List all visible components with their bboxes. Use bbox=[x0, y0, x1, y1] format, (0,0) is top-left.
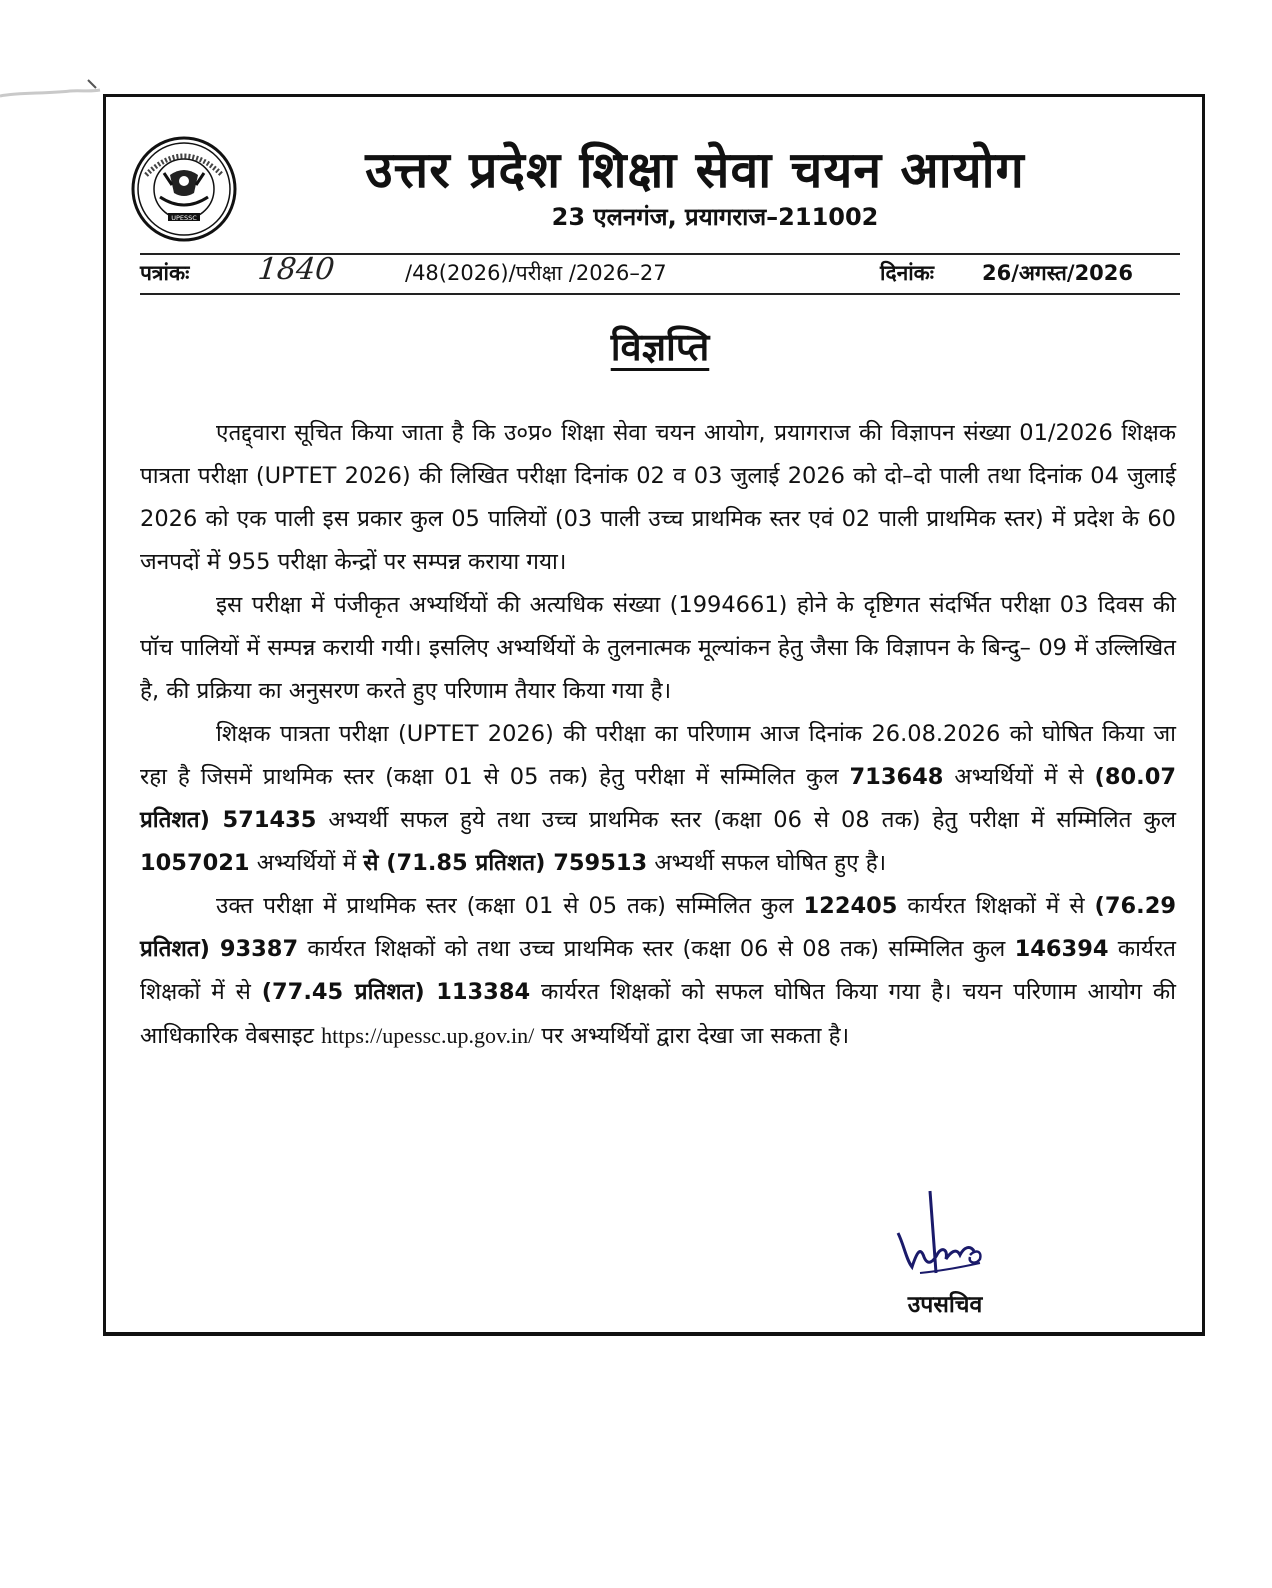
p4-text-3: कार्यरत शिक्षकों को तथा उच्च प्राथमिक स्तर (कक्षा 06 से 08 तक) सम्मिलित कुल bbox=[298, 936, 1015, 962]
date-label: दिनांकः bbox=[880, 261, 935, 285]
p4-text-5: कार्यरत शिक्षकों को सफल घोषित किया गया है। चयन परिणाम आयोग की आधिकारिक वेबसाइट bbox=[140, 979, 1176, 1049]
p3-text-5: अभ्यर्थी सफल घोषित हुए है। bbox=[647, 850, 887, 876]
p4-text-4: कार्यरत शिक्षकों में से bbox=[140, 936, 1176, 1005]
p3-text-2: अभ्यर्थियों में से bbox=[943, 764, 1095, 790]
organization-name: उत्तर प्रदेश शिक्षा सेवा चयन आयोग bbox=[365, 141, 1025, 199]
date-value: 26/अगस्त/2026 bbox=[982, 261, 1134, 285]
p3-primary-total: 713648 bbox=[849, 764, 944, 790]
p4-text-1: उक्त परीक्षा में प्राथमिक स्तर (कक्षा 01 से 05 तक) सम्मिलित कुल bbox=[216, 893, 804, 919]
header-rule-bottom bbox=[140, 293, 1180, 295]
p3-upper-passed: से (71.85 प्रतिशत) 759513 bbox=[363, 850, 648, 876]
notice-title: विज्ञप्ति bbox=[610, 325, 710, 369]
p4-primary-teachers-total: 122405 bbox=[803, 893, 898, 919]
p3-primary-passed: (80.07 प्रतिशत) 571435 bbox=[140, 764, 1176, 833]
notice-body bbox=[140, 412, 1176, 1058]
paragraph-3 bbox=[140, 713, 1176, 885]
reference-number: /48(2026)/परीक्षा /2026–27 bbox=[405, 261, 667, 285]
signatory-designation: उपसचिव bbox=[907, 1292, 983, 1318]
paragraph-1: एतद्द्वारा सूचित किया जाता है कि उ०प्र० शिक्षा सेवा चयन आयोग, प्रयागराज की विज्ञापन संख्या 01/2026 शिक्षक पात्रता परीक्षा (UPTET 2026) की लिखित परीक्षा दिनांक 02 व 03 जुलाई 2026 को दो–दो पाली तथा दिनांक 04 जुलाई 2026 को एक पाली इस प्रकार कुल 05 पालियों (03 पाली उच्च प्राथमिक स्तर एवं 02 पाली प्राथमिक स्तर) में प्रदेश के 60 जनपदों में 955 परीक्षा केन्द्रों पर सम्पन्न कराया गया। bbox=[140, 420, 1176, 575]
commission-seal-logo bbox=[130, 135, 238, 243]
signature-mark bbox=[890, 1185, 990, 1285]
handwritten-reference-number: 1840 bbox=[256, 252, 337, 287]
paragraph-4 bbox=[140, 885, 1176, 1058]
paragraph-2: इस परीक्षा में पंजीकृत अभ्यर्थियों की अत्यधिक संख्या (1994661) होने के दृष्टिगत संदर्भित परीक्षा 03 दिवस की पॉच पालियों में सम्पन्न करायी गयी। इसलिए अभ्यर्थियों के तुलनात्मक मूल्यांकन हेतु जैसा कि विज्ञापन के बिन्दु– 09 में उल्लिखित है, की प्रक्रिया का अनुसरण करते हुए परिणाम तैयार किया गया है। bbox=[140, 592, 1176, 704]
p3-text-3: अभ्यर्थी सफल हुये तथा उच्च प्राथमिक स्तर (कक्षा 06 से 08 तक) हेतु परीक्षा में सम्मिलित कुल bbox=[316, 807, 1176, 833]
p4-text-6: पर अभ्यर्थियों द्वारा देखा जा सकता है। bbox=[534, 1023, 850, 1049]
website-link[interactable]: https://upessc.up.gov.in/ bbox=[321, 1023, 535, 1048]
p4-upper-teachers-total: 146394 bbox=[1014, 936, 1109, 962]
logo-text: UPESSC bbox=[171, 214, 197, 222]
p3-text-4: अभ्यर्थियों में bbox=[249, 850, 364, 876]
organization-address: 23 एलनगंज, प्रयागराज–211002 bbox=[551, 203, 879, 231]
p3-text-1: शिक्षक पात्रता परीक्षा (UPTET 2026) की परीक्षा का परिणाम आज दिनांक 26.08.2026 को घोषित किया जा रहा है जिसमें प्राथमिक स्तर (कक्षा 01 से 05 तक) हेतु परीक्षा में सम्मिलित कुल bbox=[140, 721, 1176, 790]
thread-mark bbox=[0, 78, 110, 108]
p4-primary-teachers-passed: (76.29 प्रतिशत) 93387 bbox=[140, 893, 1176, 962]
p3-upper-total: 1057021 bbox=[140, 850, 250, 876]
reference-label: पत्रांकः bbox=[140, 261, 190, 285]
p4-upper-teachers-passed: (77.45 प्रतिशत) 113384 bbox=[261, 979, 531, 1005]
p4-text-2: कार्यरत शिक्षकों में से bbox=[897, 893, 1095, 919]
